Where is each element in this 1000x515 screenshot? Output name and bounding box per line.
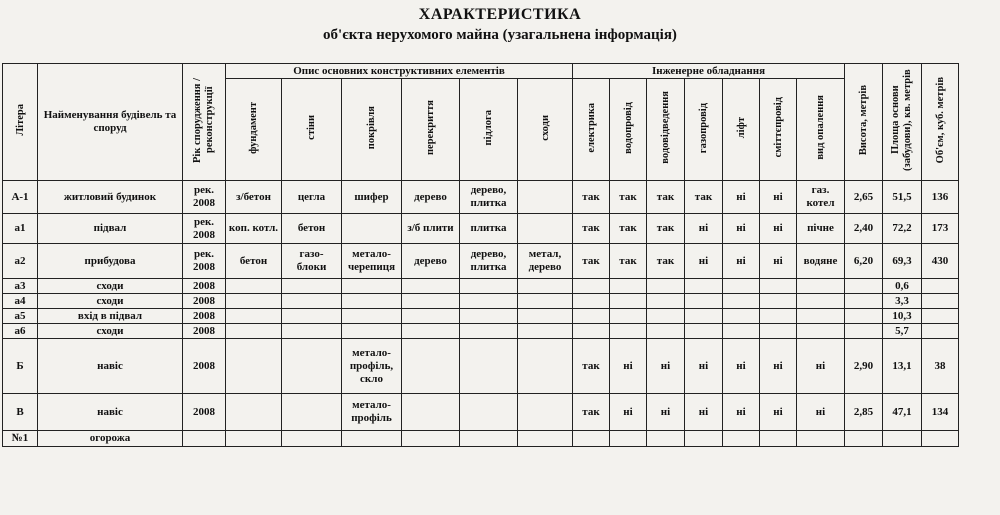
cell-garbage	[760, 431, 797, 447]
cell-walls	[282, 431, 342, 447]
cell-stairs	[518, 339, 573, 394]
cell-water	[610, 294, 647, 309]
header-litera: Літера	[3, 64, 38, 181]
cell-heating	[797, 431, 845, 447]
cell-heating	[797, 294, 845, 309]
cell-water	[610, 324, 647, 339]
cell-sewer: так	[647, 181, 685, 214]
cell-ceiling	[402, 394, 460, 431]
cell-area	[883, 431, 922, 447]
header-gas: газопровід	[685, 79, 723, 181]
cell-water	[610, 279, 647, 294]
cell-name: сходи	[38, 279, 183, 294]
cell-stairs	[518, 431, 573, 447]
cell-gas: так	[685, 181, 723, 214]
cell-sewer	[647, 309, 685, 324]
cell-year: 2008	[183, 394, 226, 431]
cell-height: 2,40	[845, 214, 883, 244]
cell-floor	[460, 309, 518, 324]
table-row	[3, 214, 959, 244]
cell-gas	[685, 309, 723, 324]
cell-fundament	[226, 279, 282, 294]
cell-walls: бетон	[282, 214, 342, 244]
cell-roof	[342, 431, 402, 447]
cell-area: 51,5	[883, 181, 922, 214]
cell-litera: А-1	[3, 181, 38, 214]
cell-garbage: ні	[760, 394, 797, 431]
cell-volume: 136	[922, 181, 959, 214]
header-water: водопровід	[610, 79, 647, 181]
cell-lift	[723, 431, 760, 447]
cell-lift: ні	[723, 244, 760, 279]
cell-floor: дерево, плитка	[460, 181, 518, 214]
cell-water: так	[610, 214, 647, 244]
cell-roof: метало- профіль, скло	[342, 339, 402, 394]
cell-electric	[573, 324, 610, 339]
cell-ceiling	[402, 339, 460, 394]
cell-volume: 173	[922, 214, 959, 244]
header-year: Рік спорудження / реконструкції	[183, 64, 226, 181]
cell-walls	[282, 394, 342, 431]
header-area: Площа основи (забудови), кв. метрів	[883, 64, 922, 181]
header-floor: підлога	[460, 79, 518, 181]
cell-ceiling: з/б плити	[402, 214, 460, 244]
cell-roof	[342, 214, 402, 244]
cell-floor	[460, 339, 518, 394]
table-row	[3, 339, 959, 394]
cell-litera: Б	[3, 339, 38, 394]
cell-lift	[723, 294, 760, 309]
cell-volume	[922, 431, 959, 447]
cell-ceiling	[402, 294, 460, 309]
cell-name: житловий будинок	[38, 181, 183, 214]
table-row	[3, 279, 959, 294]
cell-ceiling	[402, 309, 460, 324]
cell-name: навіс	[38, 339, 183, 394]
cell-year: 2008	[183, 324, 226, 339]
cell-electric: так	[573, 244, 610, 279]
document-subtitle: об'єкта нерухомого майна (узагальнена інформація)	[323, 27, 677, 43]
cell-area: 0,6	[883, 279, 922, 294]
table-row	[3, 181, 959, 214]
table-row	[3, 431, 959, 447]
header-stairs: сходи	[518, 79, 573, 181]
cell-electric: так	[573, 214, 610, 244]
header-electric: електрика	[573, 79, 610, 181]
table-row	[3, 294, 959, 309]
cell-ceiling	[402, 279, 460, 294]
cell-sewer: так	[647, 214, 685, 244]
cell-garbage: ні	[760, 244, 797, 279]
cell-stairs	[518, 294, 573, 309]
header-roof: покрівля	[342, 79, 402, 181]
cell-heating: газ. котел	[797, 181, 845, 214]
cell-sewer	[647, 294, 685, 309]
cell-roof: метало- профіль	[342, 394, 402, 431]
cell-gas	[685, 279, 723, 294]
cell-garbage	[760, 279, 797, 294]
cell-area: 69,3	[883, 244, 922, 279]
cell-heating: пічне	[797, 214, 845, 244]
cell-sewer: ні	[647, 339, 685, 394]
header-fundament: фундамент	[226, 79, 282, 181]
cell-litera: а3	[3, 279, 38, 294]
cell-walls	[282, 279, 342, 294]
cell-gas	[685, 294, 723, 309]
cell-sewer	[647, 279, 685, 294]
cell-lift: ні	[723, 181, 760, 214]
cell-stairs	[518, 324, 573, 339]
header-lift: ліфт	[723, 79, 760, 181]
cell-heating: водяне	[797, 244, 845, 279]
cell-walls	[282, 294, 342, 309]
cell-gas: ні	[685, 244, 723, 279]
cell-gas: ні	[685, 394, 723, 431]
cell-fundament	[226, 294, 282, 309]
cell-electric	[573, 309, 610, 324]
cell-height: 2,65	[845, 181, 883, 214]
cell-walls	[282, 339, 342, 394]
cell-fundament	[226, 394, 282, 431]
cell-garbage: ні	[760, 181, 797, 214]
cell-walls: цегла	[282, 181, 342, 214]
cell-stairs	[518, 394, 573, 431]
cell-litera: №1	[3, 431, 38, 447]
cell-gas: ні	[685, 339, 723, 394]
cell-stairs	[518, 181, 573, 214]
cell-fundament	[226, 324, 282, 339]
cell-ceiling: дерево	[402, 244, 460, 279]
cell-area: 10,3	[883, 309, 922, 324]
cell-name: сходи	[38, 294, 183, 309]
cell-fundament	[226, 431, 282, 447]
cell-lift: ні	[723, 339, 760, 394]
cell-garbage	[760, 309, 797, 324]
cell-water	[610, 309, 647, 324]
cell-volume	[922, 294, 959, 309]
cell-fundament: з/бетон	[226, 181, 282, 214]
cell-litera: а4	[3, 294, 38, 309]
cell-electric: так	[573, 181, 610, 214]
cell-height	[845, 294, 883, 309]
table-row	[3, 394, 959, 431]
cell-height: 2,85	[845, 394, 883, 431]
cell-roof	[342, 309, 402, 324]
header-group-construct: Опис основних конструктивних елементів	[226, 64, 573, 79]
cell-fundament	[226, 339, 282, 394]
header-group-engineering: Інженерне обладнання	[573, 64, 845, 79]
cell-year: 2008	[183, 279, 226, 294]
cell-stairs	[518, 214, 573, 244]
cell-floor: дерево, плитка	[460, 244, 518, 279]
table-row	[3, 309, 959, 324]
cell-roof	[342, 279, 402, 294]
cell-lift	[723, 279, 760, 294]
cell-water: ні	[610, 339, 647, 394]
cell-year	[183, 431, 226, 447]
cell-electric: так	[573, 394, 610, 431]
cell-roof: метало- черепиця	[342, 244, 402, 279]
cell-year: 2008	[183, 339, 226, 394]
cell-height	[845, 309, 883, 324]
header-garbage: сміттєпровід	[760, 79, 797, 181]
cell-walls	[282, 324, 342, 339]
cell-floor	[460, 394, 518, 431]
cell-area: 3,3	[883, 294, 922, 309]
cell-height	[845, 324, 883, 339]
cell-height: 2,90	[845, 339, 883, 394]
cell-water: так	[610, 244, 647, 279]
cell-year: 2008	[183, 294, 226, 309]
cell-ceiling	[402, 431, 460, 447]
cell-heating: ні	[797, 394, 845, 431]
cell-water: так	[610, 181, 647, 214]
cell-garbage: ні	[760, 339, 797, 394]
cell-roof	[342, 324, 402, 339]
header-volume: Об'єм, куб. метрів	[922, 64, 959, 181]
cell-heating: ні	[797, 339, 845, 394]
cell-volume	[922, 309, 959, 324]
cell-litera: В	[3, 394, 38, 431]
cell-floor	[460, 279, 518, 294]
cell-year: рек. 2008	[183, 244, 226, 279]
cell-water: ні	[610, 394, 647, 431]
cell-volume	[922, 279, 959, 294]
cell-floor	[460, 324, 518, 339]
cell-volume: 430	[922, 244, 959, 279]
cell-heating	[797, 324, 845, 339]
cell-gas	[685, 431, 723, 447]
cell-height: 6,20	[845, 244, 883, 279]
cell-area: 5,7	[883, 324, 922, 339]
cell-electric	[573, 431, 610, 447]
cell-sewer: так	[647, 244, 685, 279]
cell-floor: плитка	[460, 214, 518, 244]
header-height: Висота, метрів	[845, 64, 883, 181]
cell-stairs	[518, 309, 573, 324]
header-walls: стіни	[282, 79, 342, 181]
header-heating: вид опалення	[797, 79, 845, 181]
table-row	[3, 244, 959, 279]
cell-walls: газо- блоки	[282, 244, 342, 279]
cell-stairs: метал, дерево	[518, 244, 573, 279]
cell-sewer	[647, 324, 685, 339]
cell-electric: так	[573, 339, 610, 394]
cell-litera: а5	[3, 309, 38, 324]
cell-height	[845, 279, 883, 294]
cell-year: рек. 2008	[183, 181, 226, 214]
cell-year: рек. 2008	[183, 214, 226, 244]
cell-litera: а2	[3, 244, 38, 279]
cell-year: 2008	[183, 309, 226, 324]
cell-litera: а1	[3, 214, 38, 244]
cell-fundament: коп. котл.	[226, 214, 282, 244]
cell-heating	[797, 279, 845, 294]
cell-name: огорожа	[38, 431, 183, 447]
cell-name: сходи	[38, 324, 183, 339]
cell-lift: ні	[723, 394, 760, 431]
cell-height	[845, 431, 883, 447]
cell-garbage	[760, 294, 797, 309]
cell-roof: шифер	[342, 181, 402, 214]
header-name: Найменування будівель та споруд	[38, 64, 183, 181]
cell-litera: а6	[3, 324, 38, 339]
cell-fundament	[226, 309, 282, 324]
cell-lift	[723, 324, 760, 339]
cell-volume: 38	[922, 339, 959, 394]
cell-gas	[685, 324, 723, 339]
cell-name: прибудова	[38, 244, 183, 279]
characteristics-table	[2, 63, 959, 447]
cell-name: вхід в підвал	[38, 309, 183, 324]
cell-floor	[460, 431, 518, 447]
cell-gas: ні	[685, 214, 723, 244]
cell-area: 47,1	[883, 394, 922, 431]
cell-roof	[342, 294, 402, 309]
cell-electric	[573, 279, 610, 294]
cell-area: 72,2	[883, 214, 922, 244]
cell-lift	[723, 309, 760, 324]
cell-garbage: ні	[760, 214, 797, 244]
cell-ceiling: дерево	[402, 181, 460, 214]
cell-floor	[460, 294, 518, 309]
table-row	[3, 324, 959, 339]
cell-stairs	[518, 279, 573, 294]
cell-name: навіс	[38, 394, 183, 431]
header-ceiling: перекриття	[402, 79, 460, 181]
cell-water	[610, 431, 647, 447]
cell-fundament: бетон	[226, 244, 282, 279]
cell-walls	[282, 309, 342, 324]
cell-name: підвал	[38, 214, 183, 244]
cell-volume: 134	[922, 394, 959, 431]
cell-sewer	[647, 431, 685, 447]
cell-volume	[922, 324, 959, 339]
cell-electric	[573, 294, 610, 309]
cell-sewer: ні	[647, 394, 685, 431]
cell-heating	[797, 309, 845, 324]
document-title: ХАРАКТЕРИСТИКА	[418, 6, 582, 23]
cell-area: 13,1	[883, 339, 922, 394]
cell-lift: ні	[723, 214, 760, 244]
header-sewer: водовідведення	[647, 79, 685, 181]
cell-garbage	[760, 324, 797, 339]
cell-ceiling	[402, 324, 460, 339]
